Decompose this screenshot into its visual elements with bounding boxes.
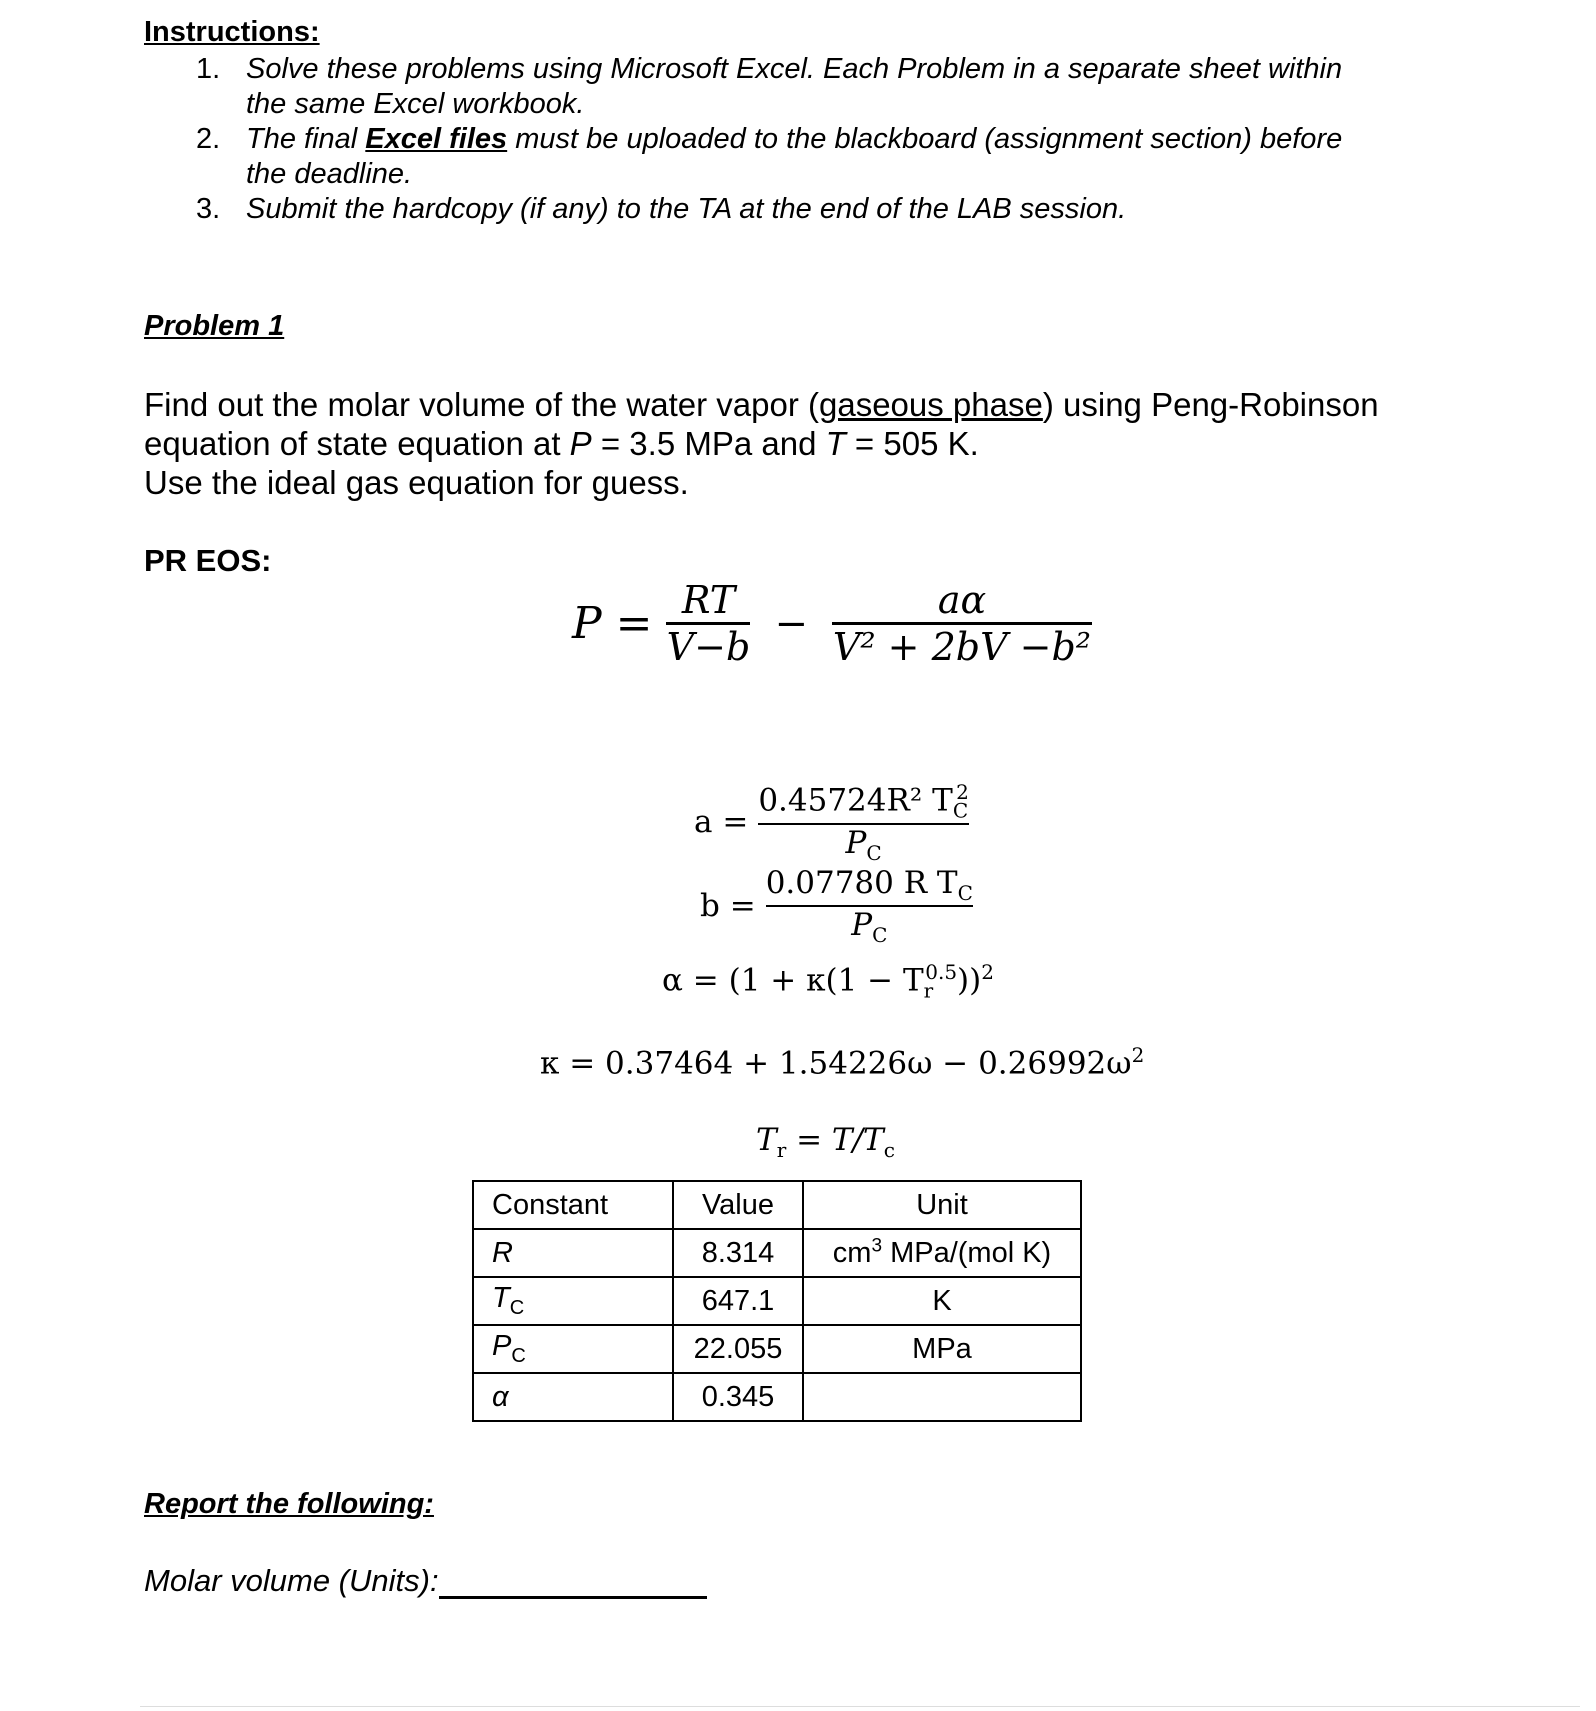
constant-name: α [473, 1373, 673, 1421]
constant-value: 22.055 [673, 1325, 803, 1373]
constant-unit: $cm^3$ MPa/(mol K) [803, 1229, 1081, 1277]
page-bottom-divider [140, 1706, 1580, 1707]
statement-line-3: Use the ideal gas equation for guess. [144, 464, 689, 501]
fraction-a-alpha: $\frac{a\alpha}{\text{V² + 2bV −b²}}$ [832, 578, 1092, 669]
constant-unit [803, 1373, 1081, 1421]
excel-files-emphasis: Excel files [365, 123, 508, 155]
table-row [473, 1277, 1081, 1325]
molar-volume-blank [439, 1566, 707, 1599]
constant-value: 8.314 [673, 1229, 803, 1277]
pr-equation [572, 578, 1092, 669]
constant-name: R [473, 1229, 673, 1277]
instructions-heading: Instructions: [144, 16, 320, 48]
kappa-equation: $\kappa = 0.37464 + 1.54226\omega - 0.26992\omega^2$ [540, 1043, 1145, 1082]
header-unit: Unit [803, 1181, 1081, 1229]
list-text-cont: the same Excel workbook. [246, 88, 585, 120]
table-header-row [473, 1181, 1081, 1229]
statement-line-1: Find out the molar volume of the water vapor (gaseous phase) using Peng-Robinson [144, 386, 1379, 423]
constant-name: $P_C$ [473, 1325, 673, 1373]
pr-lhs: P = [572, 598, 653, 649]
constant-value: 0.345 [673, 1373, 803, 1421]
alpha-equation: $\alpha = (1 + \kappa(1 - T_r^{0.5}))^2$ [662, 960, 994, 1003]
a-equation: a = $\frac{0.45724R^2 T_C^2}{P_C}$ [694, 780, 969, 865]
molar-volume-line [144, 1563, 707, 1599]
b-equation: b = $\frac{0.07780 R T_C}{P_C}$ [700, 865, 973, 948]
report-heading: Report the following: [144, 1488, 434, 1520]
list-number: 2. [196, 123, 221, 155]
minus-sign: − [774, 600, 808, 647]
statement-line-2: equation of state equation at P = 3.5 MPa and T = 505 K. [144, 425, 979, 462]
list-text: Submit the hardcopy (if any) to the TA at the end of the LAB session. [246, 193, 1127, 225]
problem-heading: Problem 1 [144, 310, 285, 342]
list-text-cont: the deadline. [246, 158, 413, 190]
problem-statement [144, 385, 1379, 502]
list-number: 1. [196, 53, 221, 85]
constant-unit: MPa [803, 1325, 1081, 1373]
constants-table [472, 1180, 1082, 1422]
list-number: 3. [196, 193, 221, 225]
constant-value: 647.1 [673, 1277, 803, 1325]
tr-equation: $T_r = T/T_c$ [756, 1122, 895, 1163]
pr-eos-label: PR EOS: [144, 543, 272, 578]
header-constant: Constant [473, 1181, 673, 1229]
list-text: The final Excel files must be uploaded to the blackboard (assignment section) before [246, 123, 1343, 155]
constant-unit: K [803, 1277, 1081, 1325]
instructions-list [196, 52, 1496, 225]
fraction-rt: $\frac{RT}{V-b}$ [666, 578, 751, 669]
table-row [473, 1373, 1081, 1421]
molar-volume-label: Molar volume (Units): [144, 1563, 439, 1598]
list-text: Solve these problems using Microsoft Excel. Each Problem in a separate sheet within [246, 53, 1343, 85]
constant-name: $T_C$ [473, 1277, 673, 1325]
header-value: Value [673, 1181, 803, 1229]
table-row [473, 1229, 1081, 1277]
table-row [473, 1325, 1081, 1373]
